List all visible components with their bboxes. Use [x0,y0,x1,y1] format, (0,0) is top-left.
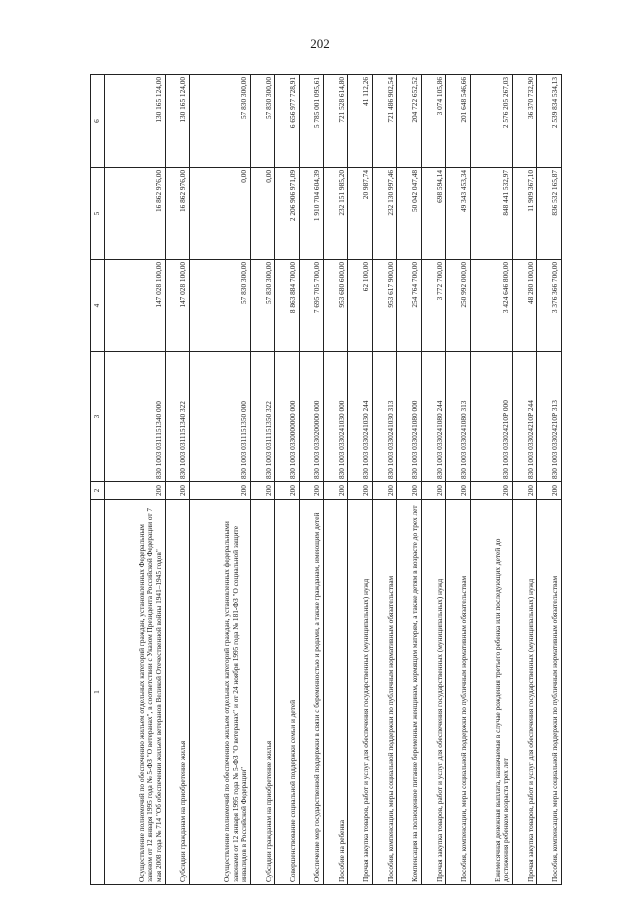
row-value-col6: 204 722 652,52 [397,75,421,168]
row-name: Прочая закупка товаров, работ и услуг для обеспечения государственных (муниципальных) нужд [513,500,537,885]
row-value-col5: 1 910 704 604,39 [299,168,323,260]
table-row [372,75,396,885]
row-ministry-code: 200 [275,482,299,500]
row-value-col4: 3 424 646 800,00 [470,260,513,352]
row-ministry-code: 200 [348,482,372,500]
row-value-col4: 254 764 700,00 [397,260,421,352]
header-col-4: 4 [91,260,105,352]
row-ministry-code: 200 [250,482,274,500]
row-value-col5: 0,00 [190,168,251,260]
row-name: Компенсация на полноценное питание беременным женщинам, кормящим матерям, а также детям в возрасте до трех лет [397,500,421,885]
table-row [250,75,274,885]
row-name: Осуществление полномочий по обеспечению жильем отдельных категорий граждан, установленных Федеральным законом от 12 января 1995 года № 5-ФЗ "О ветеранах", в соответствии с Указом Президента Российской Федерации от 7 мая 2008 года № 714 "Об обеспечении жильем ветеранов Великой Отечественной войны 1941–1945 годов" [105,500,166,885]
table-header-row [91,75,105,885]
row-value-col4: 250 992 000,00 [446,260,470,352]
row-ministry-code: 200 [397,482,421,500]
row-name: Обеспечение мер государственной поддержки в связи с беременностью и родами, а также гражданам, имеющим детей [299,500,323,885]
row-name: Пособия, компенсации, меры социальной поддержки по публичным нормативным обязательствам [537,500,562,885]
row-value-col5: 848 441 532,97 [470,168,513,260]
row-budget-code: 830 1003 0311151340 322 [165,352,189,482]
row-budget-code: 830 1003 0330241080 313 [446,352,470,482]
row-value-col4: 147 028 100,00 [105,260,166,352]
table-body [105,75,562,885]
row-value-col5: 232 130 997,46 [372,168,396,260]
row-ministry-code: 200 [470,482,513,500]
row-ministry-code: 200 [537,482,562,500]
row-budget-code: 830 1003 0330241080 244 [421,352,445,482]
table-row [470,75,513,885]
row-budget-code: 830 1003 0330241030 244 [348,352,372,482]
table-row [105,75,166,885]
row-value-col5: 50 042 047,48 [397,168,421,260]
table-row [397,75,421,885]
row-value-col5: 232 151 985,20 [324,168,348,260]
row-value-col6: 2 539 834 534,13 [537,75,562,168]
row-value-col4: 62 100,00 [348,260,372,352]
row-name: Пособия, компенсации, меры социальной поддержки по публичным нормативным обязательствам [372,500,396,885]
row-ministry-code: 200 [105,482,166,500]
row-value-col6: 130 165 124,00 [165,75,189,168]
row-budget-code: 830 1003 0330241030 313 [372,352,396,482]
table-row [446,75,470,885]
row-ministry-code: 200 [513,482,537,500]
table-row [421,75,445,885]
row-name: Пособие на ребенка [324,500,348,885]
row-value-col4: 57 830 300,00 [190,260,251,352]
row-value-col4: 147 028 100,00 [165,260,189,352]
row-value-col5: 2 206 906 971,09 [275,168,299,260]
table-row [190,75,251,885]
header-col-2: 2 [91,482,105,500]
row-name: Прочая закупка товаров, работ и услуг для обеспечения государственных (муниципальных) нужд [348,500,372,885]
row-name: Совершенствование социальной поддержки семьи и детей [275,500,299,885]
row-budget-code: 830 1003 0311151350 000 [190,352,251,482]
row-value-col4: 7 695 705 700,00 [299,260,323,352]
row-value-col5: 49 343 453,34 [446,168,470,260]
row-value-col5: 20 987,74 [348,168,372,260]
header-col-1: 1 [91,500,105,885]
row-value-col6: 721 486 902,54 [372,75,396,168]
row-value-col4: 3 772 700,00 [421,260,445,352]
table-row [165,75,189,885]
row-value-col4: 8 863 884 700,00 [275,260,299,352]
row-budget-code: 830 1003 033024210Р 313 [537,352,562,482]
row-value-col5: 11 909 367,10 [513,168,537,260]
header-col-5: 5 [91,168,105,260]
row-name: Субсидии гражданам на приобретение жилья [165,500,189,885]
header-col-6: 6 [91,75,105,168]
row-budget-code: 830 1003 0311151340 000 [105,352,166,482]
row-value-col6: 3 074 105,86 [421,75,445,168]
row-name: Пособия, компенсации, меры социальной поддержки по публичным нормативным обязательствам [446,500,470,885]
row-value-col6: 721 528 614,80 [324,75,348,168]
row-value-col6: 2 576 205 267,03 [470,75,513,168]
row-budget-code: 830 1003 0330241030 000 [324,352,348,482]
row-value-col4: 953 617 900,00 [372,260,396,352]
rotated-table-container [90,75,562,885]
row-budget-code: 830 1003 033024210Р 244 [513,352,537,482]
row-value-col6: 201 648 546,66 [446,75,470,168]
row-value-col4: 57 830 300,00 [250,260,274,352]
table-row [299,75,323,885]
row-value-col4: 953 680 600,00 [324,260,348,352]
budget-table-area [90,75,562,885]
row-ministry-code: 200 [299,482,323,500]
row-ministry-code: 200 [446,482,470,500]
row-name: Прочая закупка товаров, работ и услуг для обеспечения государственных (муниципальных) нужд [421,500,445,885]
row-value-col6: 57 830 300,00 [190,75,251,168]
row-value-col6: 36 370 732,90 [513,75,537,168]
row-value-col4: 48 280 100,00 [513,260,537,352]
row-ministry-code: 200 [324,482,348,500]
row-ministry-code: 200 [372,482,396,500]
budget-table [90,74,562,885]
row-value-col5: 16 862 976,00 [165,168,189,260]
row-value-col6: 130 165 124,00 [105,75,166,168]
row-value-col5: 16 862 976,00 [105,168,166,260]
row-value-col6: 6 656 977 728,91 [275,75,299,168]
row-budget-code: 830 1003 0330000000 000 [275,352,299,482]
table-row [537,75,562,885]
row-budget-code: 830 1003 0330241080 000 [397,352,421,482]
row-value-col5: 0,00 [250,168,274,260]
row-budget-code: 830 1003 033024210Р 000 [470,352,513,482]
page-number: 202 [310,36,330,51]
row-name: Субсидии гражданам на приобретение жилья [250,500,274,885]
table-row [275,75,299,885]
row-value-col4: 3 376 366 700,00 [537,260,562,352]
row-name: Ежемесячная денежная выплата, назначаемая в случае рождения третьего ребенка или последующих детей до достижения ребенком возраста трех лет [470,500,513,885]
row-value-col5: 836 532 165,87 [537,168,562,260]
row-value-col6: 5 785 001 095,61 [299,75,323,168]
row-value-col5: 698 594,14 [421,168,445,260]
header-col-3: 3 [91,352,105,482]
row-value-col6: 57 830 300,00 [250,75,274,168]
table-row [348,75,372,885]
row-ministry-code: 200 [421,482,445,500]
row-budget-code: 830 1003 0311151350 322 [250,352,274,482]
table-row [513,75,537,885]
table-row [324,75,348,885]
row-budget-code: 830 1003 0330200000 000 [299,352,323,482]
row-ministry-code: 200 [190,482,251,500]
row-name: Осуществление полномочий по обеспечению жильем отдельных категорий граждан, установленных федеральными законами от 12 января 1995 года № 5-ФЗ "О ветеранах" и от 24 ноября 1995 года № 181-ФЗ "О социальной защите инвалидов в Российской Федерации" [190,500,251,885]
row-value-col6: 41 112,26 [348,75,372,168]
row-ministry-code: 200 [165,482,189,500]
